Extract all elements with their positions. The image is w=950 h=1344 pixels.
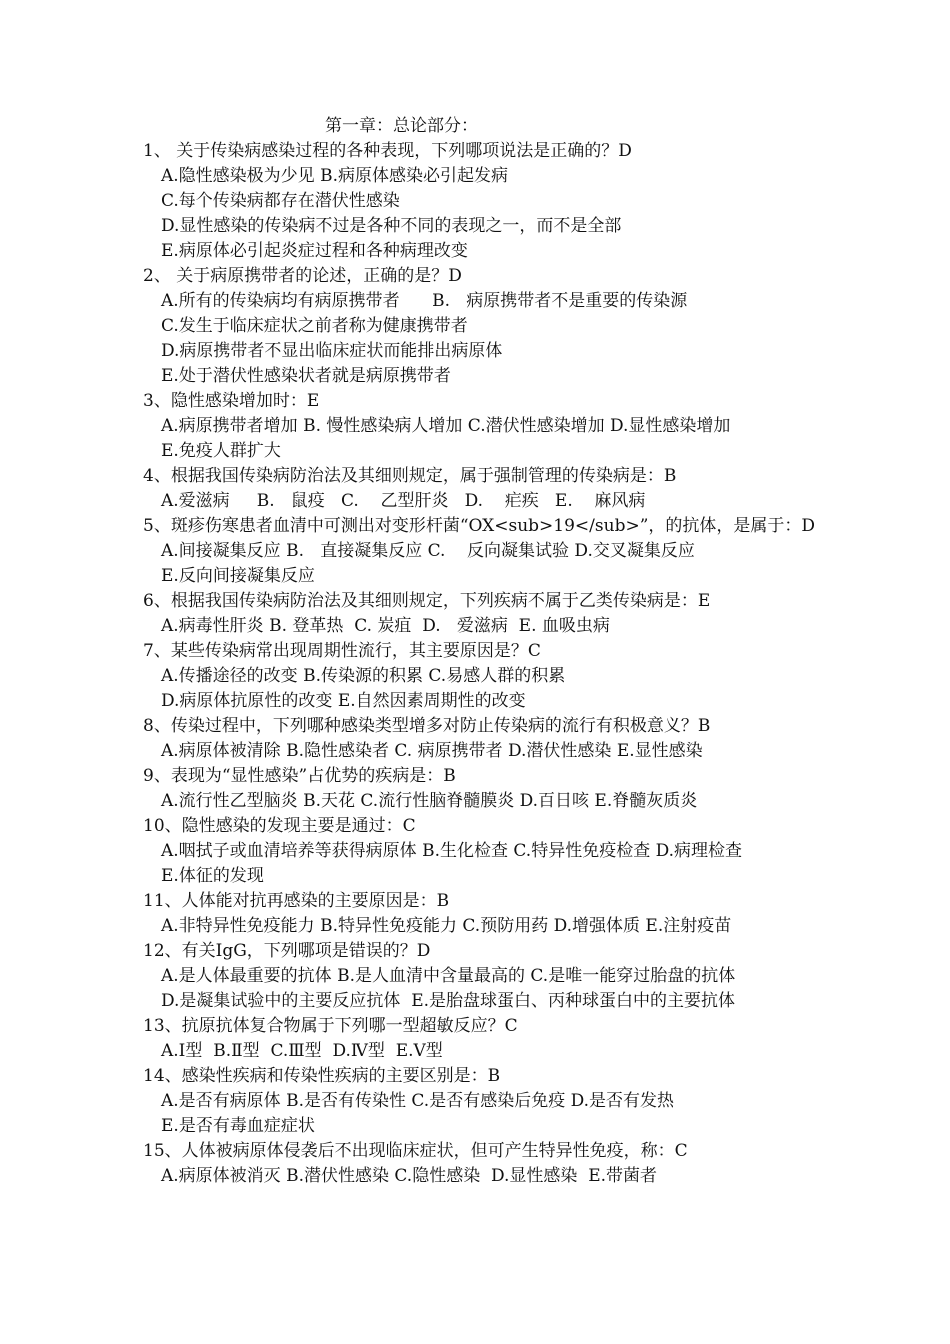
answer-options-line: A.隐性感染极为少见 B.病原体感染必引起发病	[161, 166, 508, 186]
question-4	[143, 464, 843, 514]
answer-options-line: D.病原携带者不显出临床症状而能排出病原体	[161, 341, 503, 361]
question-stem: 9、表现为“显性感染”占优势的疾病是：B	[143, 766, 456, 786]
chapter-title: 第一章：总论部分：	[325, 116, 478, 136]
question-8	[143, 714, 843, 764]
question-12	[143, 939, 843, 1014]
answer-options-line: E.处于潜伏性感染状者就是病原携带者	[161, 366, 451, 386]
answer-options-line: D.病原体抗原性的改变 E.自然因素周期性的改变	[161, 691, 526, 711]
answer-options-line: D.显性感染的传染病不过是各种不同的表现之一，而不是全部	[161, 216, 622, 236]
question-stem: 4、根据我国传染病防治法及其细则规定，属于强制管理的传染病是：B	[143, 466, 677, 486]
question-stem: 3、隐性感染增加时：E	[143, 391, 320, 411]
question-14	[143, 1064, 843, 1139]
answer-options-line: A.Ⅰ型 B.Ⅱ型 C.Ⅲ型 D.Ⅳ型 E.Ⅴ型	[161, 1041, 443, 1061]
question-stem: 13、抗原抗体复合物属于下列哪一型超敏反应？C	[143, 1016, 518, 1036]
answer-options-line: E.体征的发现	[161, 866, 264, 886]
question-7	[143, 639, 843, 714]
answer-options-line: A.所有的传染病均有病原携带者 B. 病原携带者不是重要的传染源	[161, 291, 688, 311]
question-11	[143, 889, 843, 939]
question-13	[143, 1014, 843, 1064]
answer-options-line: A.流行性乙型脑炎 B.天花 C.流行性脑脊髓膜炎 D.百日咳 E.脊髓灰质炎	[161, 791, 698, 811]
question-stem: 7、某些传染病常出现周期性流行，其主要原因是？C	[143, 641, 541, 661]
question-2	[143, 264, 843, 389]
question-stem: 8、传染过程中，下列哪种感染类型增多对防止传染病的流行有积极意义？B	[143, 716, 711, 736]
answer-options-line: A.病原体被消灭 B.潜伏性感染 C.隐性感染 D.显性感染 E.带菌者	[161, 1166, 658, 1186]
answer-options-line: A.病毒性肝炎 B. 登革热 C. 炭疽 D. 爱滋病 E. 血吸虫病	[161, 616, 610, 636]
question-stem: 15、人体被病原体侵袭后不出现临床症状，但可产生特异性免疫，称：C	[143, 1141, 688, 1161]
question-stem: 14、感染性疾病和传染性疾病的主要区别是：B	[143, 1066, 501, 1086]
question-list	[143, 139, 843, 1189]
answer-options-line: A.病原携带者增加 B. 慢性感染病人增加 C.潜伏性感染增加 D.显性感染增加	[161, 416, 731, 436]
question-stem: 6、根据我国传染病防治法及其细则规定，下列疾病不属于乙类传染病是：E	[143, 591, 711, 611]
answer-options-line: E.病原体必引起炎症过程和各种病理改变	[161, 241, 468, 261]
question-stem: 11、人体能对抗再感染的主要原因是：B	[143, 891, 450, 911]
answer-options-line: A.非特异性免疫能力 B.特异性免疫能力 C.预防用药 D.增强体质 E.注射疫苗	[161, 916, 732, 936]
answer-options-line: A.咽拭子或血清培养等获得病原体 B.生化检查 C.特异性免疫检查 D.病理检查	[161, 841, 743, 861]
question-6	[143, 589, 843, 639]
question-10	[143, 814, 843, 889]
answer-options-line: A.传播途径的改变 B.传染源的积累 C.易感人群的积累	[161, 666, 566, 686]
answer-options-line: A.病原体被清除 B.隐性感染者 C. 病原携带者 D.潜伏性感染 E.显性感染	[161, 741, 703, 761]
question-stem: 12、有关IgG，下列哪项是错误的？D	[143, 941, 431, 961]
answer-options-line: C.发生于临床症状之前者称为健康携带者	[161, 316, 468, 336]
answer-options-line: E.免疫人群扩大	[161, 441, 281, 461]
answer-options-line: E.是否有毒血症症状	[161, 1116, 315, 1136]
answer-options-line: A.间接凝集反应 B. 直接凝集反应 C. 反向凝集试验 D.交叉凝集反应	[161, 541, 695, 561]
question-5	[143, 514, 843, 589]
question-stem: 5、斑疹伤寒患者血清中可测出对变形杆菌“OX<sub>19</sub>”，的抗体，是属于：D	[143, 516, 816, 536]
question-stem: 1、 关于传染病感染过程的各种表现，下列哪项说法是正确的？D	[143, 141, 632, 161]
answer-options-line: A.爱滋病 B. 鼠疫 C. 乙型肝炎 D. 疟疾 E. 麻风病	[161, 491, 646, 511]
answer-options-line: A.是否有病原体 B.是否有传染性 C.是否有感染后免疫 D.是否有发热	[161, 1091, 675, 1111]
question-3	[143, 389, 843, 464]
question-stem: 2、 关于病原携带者的论述，正确的是？D	[143, 266, 462, 286]
answer-options-line: A.是人体最重要的抗体 B.是人血清中含量最高的 C.是唯一能穿过胎盘的抗体	[161, 966, 736, 986]
answer-options-line: D.是凝集试验中的主要反应抗体 E.是胎盘球蛋白、丙种球蛋白中的主要抗体	[161, 991, 736, 1011]
question-stem: 10、隐性感染的发现主要是通过：C	[143, 816, 416, 836]
answer-options-line: E.反向间接凝集反应	[161, 566, 315, 586]
question-9	[143, 764, 843, 814]
answer-options-line: C.每个传染病都存在潜伏性感染	[161, 191, 400, 211]
question-15	[143, 1139, 843, 1189]
question-1	[143, 139, 843, 264]
